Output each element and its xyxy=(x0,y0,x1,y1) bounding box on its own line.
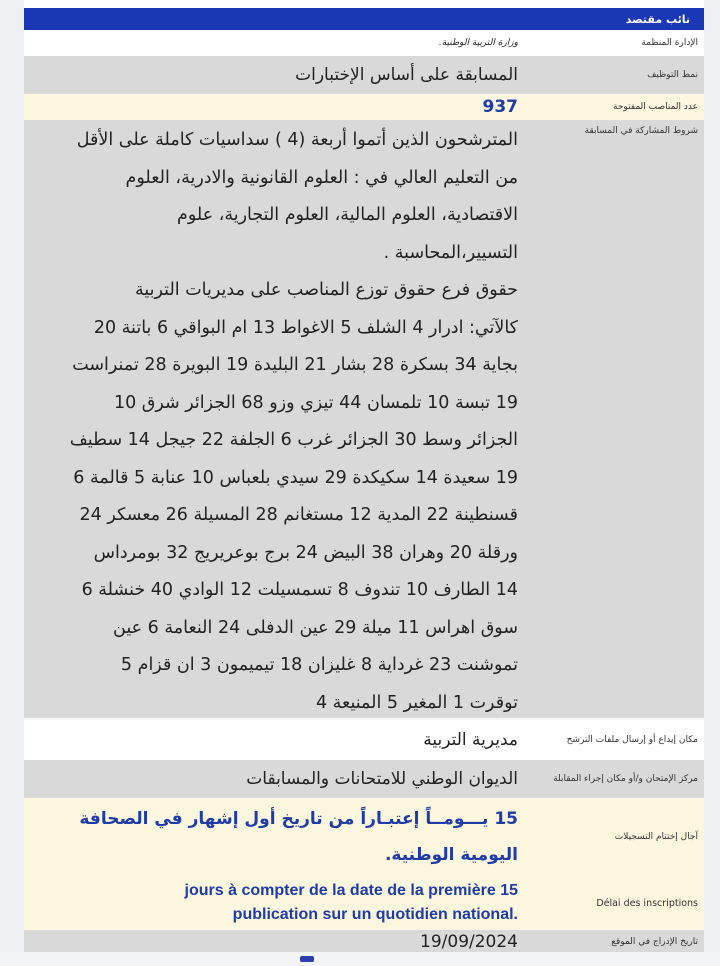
job-title-header xyxy=(24,8,704,30)
organizer-label: الإدارة المنظمة xyxy=(641,38,698,48)
row-exam-center xyxy=(24,760,704,798)
publication-date-label: تاريخ الإدراج في الموقع xyxy=(611,937,698,947)
open-positions-value: 937 xyxy=(482,97,518,117)
conditions-line: من التعليم العالي في : العلوم القانونية والادرية، العلوم xyxy=(125,167,518,188)
row-participation-conditions xyxy=(24,120,704,718)
left-margin xyxy=(0,0,24,966)
application-deposit-value: مديرية التربية xyxy=(423,730,518,750)
conditions-line: 14 الطارف 10 تندوف 8 تسمسيلت 12 الوادي 40 خنشلة 6 xyxy=(81,580,518,600)
exam-center-label: مركز الإمتحان و/أو مكان إجراء المقابلة xyxy=(553,774,698,784)
conditions-line: تموشنت 23 غرداية 8 غليزان 18 تيميمون 3 ان قزام 5 xyxy=(120,655,518,675)
conditions-line: حقوق فرع حقوق توزع المناصب على مديريات التربية xyxy=(134,280,518,300)
recruitment-mode-value: المسابقة على أساس الإختبارات xyxy=(295,65,518,85)
open-positions-label: عدد المناصب المفتوحة xyxy=(613,102,698,112)
row-registration-deadline-fr xyxy=(24,876,704,930)
top-strip xyxy=(24,0,704,8)
bottom-edge xyxy=(0,952,720,966)
conditions-line: سوق اهراس 11 ميلة 29 عين الدفلى 24 النعامة 6 عين xyxy=(113,617,518,638)
partial-logo-mark xyxy=(300,956,314,962)
registration-deadline-value xyxy=(24,801,526,873)
exam-center-value: الديوان الوطني للامتحانات والمسابقات xyxy=(246,769,518,789)
participation-conditions-value xyxy=(24,120,526,718)
registration-deadline-fr-value xyxy=(24,879,526,927)
deadline-line: اليومية الوطنية. xyxy=(384,845,518,865)
conditions-line: بجاية 34 بسكرة 28 بشار 21 البليدة 19 البويرة 28 تمنراست xyxy=(72,355,518,375)
row-registration-deadline xyxy=(24,798,704,876)
row-publication-date xyxy=(24,930,704,954)
row-application-deposit xyxy=(24,720,704,760)
registration-deadline-label: آجال إختتام التسجيلات xyxy=(614,832,698,842)
participation-conditions-label: شروط المشاركة في المسابقة xyxy=(584,126,698,136)
job-title: نائب مقتصد xyxy=(625,12,690,26)
conditions-line: المترشحون الذين أتموا أربعة (4 ) سداسيات كاملة على الأقل xyxy=(76,130,518,150)
right-margin xyxy=(704,0,720,966)
row-open-positions xyxy=(24,94,704,120)
conditions-line: الاقتصادية، العلوم المالية، العلوم التجارية، علوم xyxy=(177,205,518,225)
deadline-fr-line: jours à compter de la date de la première 15 xyxy=(184,882,518,899)
row-recruitment-mode xyxy=(24,56,704,94)
job-details-table xyxy=(24,0,704,966)
publication-date-value: 19/09/2024 xyxy=(420,932,518,952)
conditions-line: 19 تبسة 10 تلمسان 44 تيزي وزو 68 الجزائر شرق 10 xyxy=(113,392,518,413)
conditions-line: الجزائر وسط 30 الجزائر غرب 6 الجلفة 22 جيجل 14 سطيف xyxy=(69,430,518,450)
application-deposit-label: مكان إيداع أو إرسال ملفات الترشح xyxy=(566,735,698,745)
conditions-line: قسنطينة 22 المدية 12 مستغانم 28 المسيلة 26 معسكر 24 xyxy=(79,505,518,525)
row-organizer xyxy=(24,30,704,56)
conditions-line: ورقلة 20 وهران 38 البيض 24 برج بوعريريج 32 بومرداس xyxy=(93,542,518,563)
conditions-line: توقرت 1 المغير 5 المنيعة 4 xyxy=(315,692,518,713)
conditions-line: التسيير،المحاسبة . xyxy=(383,242,518,263)
conditions-line: كالآتي: ادرار 4 الشلف 5 الاغواط 13 ام البواقي 6 باتنة 20 xyxy=(93,317,518,338)
conditions-line: 19 سعيدة 14 سكيكدة 29 سيدي بلعباس 10 عنابة 5 قالمة 6 xyxy=(73,467,518,488)
deadline-line: 15 يـــومــاً إعتبـاراً من تاريخ أول إشهار في الصحافة xyxy=(79,809,518,829)
organizer-value: وزارة التربية الوطنية. xyxy=(438,38,518,48)
recruitment-mode-label: نمط التوظيف xyxy=(647,70,698,80)
registration-deadline-fr-label: Délai des inscriptions xyxy=(596,897,698,909)
deadline-fr-line: .publication sur un quotidien national xyxy=(232,906,518,923)
